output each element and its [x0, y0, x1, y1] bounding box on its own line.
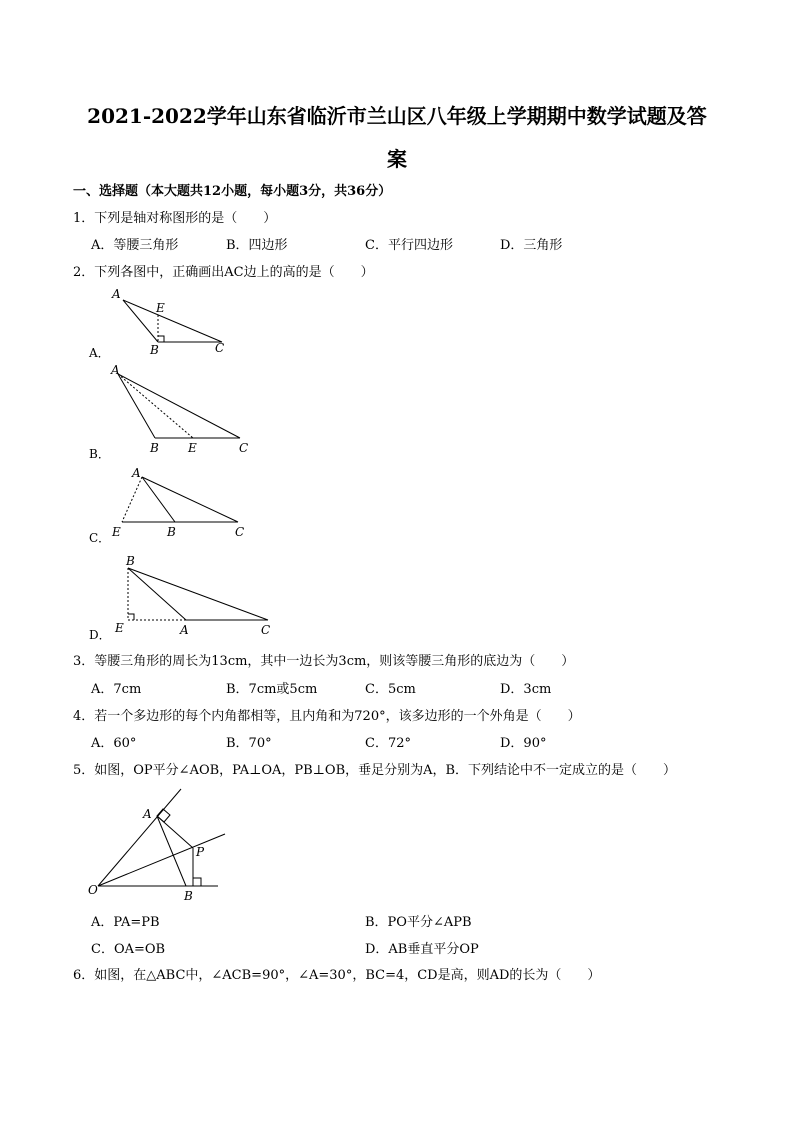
- question-1-option-a: A．等腰三角形: [91, 238, 179, 253]
- question-4-option-c: C．72°: [365, 736, 411, 751]
- q5-label-a: A: [143, 807, 152, 821]
- q2b-label-e: E: [188, 441, 197, 455]
- question-1-option-d: D．三角形: [500, 238, 563, 253]
- question-1-option-b: B．四边形: [226, 238, 288, 253]
- q2-figure-a: [100, 280, 250, 360]
- question-2-option-d: D．: [89, 628, 111, 642]
- q2-figure-d: [100, 550, 280, 640]
- q5-label-b: B: [184, 889, 193, 903]
- question-5-stem: 5．如图，OP平分∠AOB，PA⊥OA，PB⊥OB，垂足分别为A，B．下列结论中不一定成立的是（ ）: [73, 763, 677, 778]
- question-4-option-b: B．70°: [226, 736, 272, 751]
- section-heading: 一、选择题（本大题共12小题，每小题3分，共36分）: [73, 184, 392, 199]
- q2b-label-a: A: [111, 363, 120, 377]
- q2c-label-e: E: [112, 525, 121, 539]
- question-3-option-b: B．7cm或5cm: [226, 682, 318, 697]
- question-4-option-d: D．90°: [500, 736, 547, 751]
- q2a-label-c: C: [215, 341, 225, 355]
- q2a-label-a: A: [112, 287, 121, 301]
- q2d-label-a: A: [180, 623, 189, 637]
- q2d-label-b: B: [126, 554, 135, 568]
- question-4-stem: 4．若一个多边形的每个内角都相等，且内角和为720°，该多边形的一个外角是（ ）: [73, 709, 581, 724]
- question-3-stem: 3．等腰三角形的周长为13cm，其中一边长为3cm，则该等腰三角形的底边为（ ）: [73, 654, 575, 669]
- question-5-option-d: D．AB垂直平分OP: [365, 942, 479, 957]
- q2d-label-c: C: [261, 623, 271, 637]
- question-2-option-b: B．: [89, 447, 110, 461]
- q2b-label-c: C: [239, 441, 249, 455]
- question-5-option-b: B．PO平分∠APB: [365, 915, 472, 930]
- question-5-option-a: A．PA=PB: [91, 915, 160, 930]
- question-2-option-a: A．: [89, 346, 110, 360]
- q5-figure: [85, 780, 245, 905]
- question-6-stem: 6．如图，在△ABC中，∠ACB=90°，∠A=30°，BC=4，CD是高，则AD的长为（ ）: [73, 968, 601, 983]
- question-1-stem: 1．下列是轴对称图形的是（ ）: [73, 211, 277, 226]
- question-4-option-a: A．60°: [91, 736, 137, 751]
- q2c-label-b: B: [167, 525, 176, 539]
- q2a-label-b: B: [150, 343, 159, 357]
- q2b-label-b: B: [150, 441, 159, 455]
- q5-label-o: O: [88, 883, 98, 897]
- question-2-stem: 2．下列各图中，正确画出AC边上的高的是（ ）: [73, 265, 374, 280]
- question-2-option-c: C．: [89, 531, 111, 545]
- question-3-option-a: A．7cm: [91, 682, 142, 697]
- question-3-option-d: D．3cm: [500, 682, 552, 697]
- page-title-continued: 案: [387, 147, 407, 171]
- q2a-label-e: E: [156, 301, 165, 315]
- question-3-option-c: C．5cm: [365, 682, 416, 697]
- question-1-option-c: C．平行四边形: [365, 238, 453, 253]
- page-title: 2021-2022学年山东省临沂市兰山区八年级上学期期中数学试题及答: [87, 104, 707, 128]
- q2-figure-c: [100, 462, 260, 542]
- q2d-label-e: E: [115, 621, 124, 635]
- q2-figure-b: [100, 360, 270, 460]
- q2c-label-a: A: [132, 466, 141, 480]
- question-5-option-c: C．OA=OB: [91, 942, 166, 957]
- q2c-label-c: C: [235, 525, 245, 539]
- q5-label-p: P: [196, 845, 205, 859]
